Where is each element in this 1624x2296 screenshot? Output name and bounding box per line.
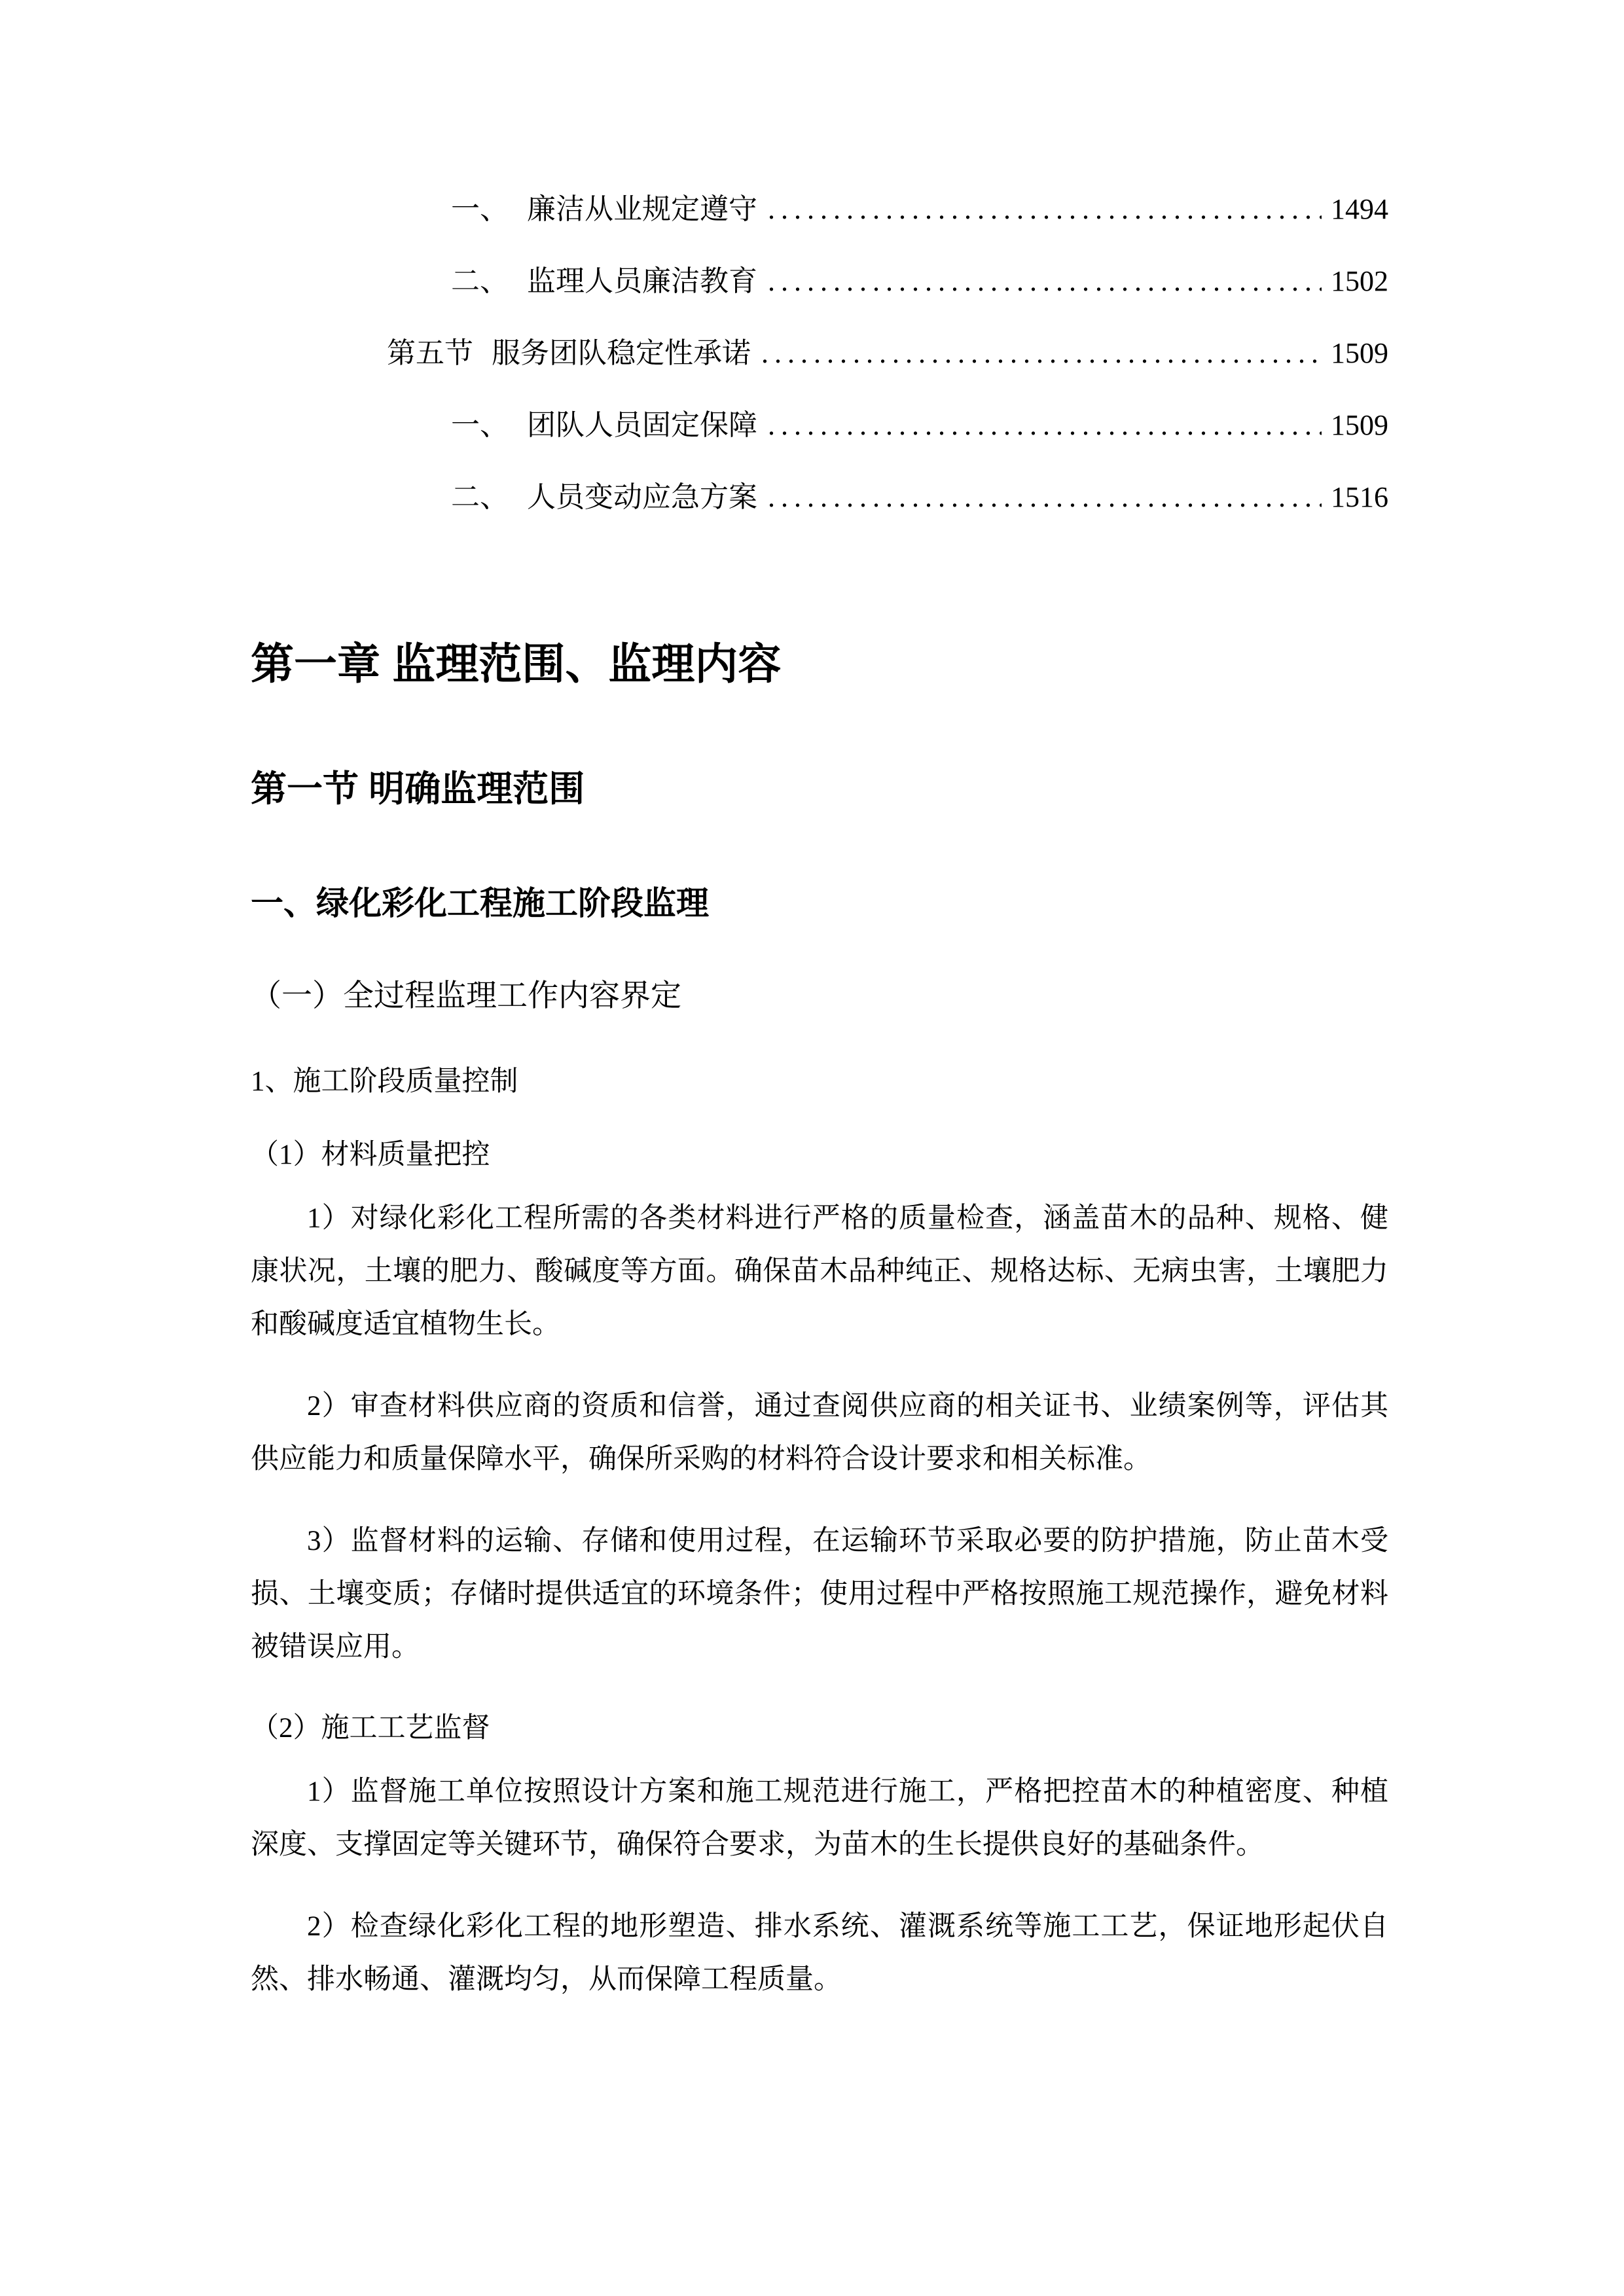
table-of-contents xyxy=(251,193,1388,514)
toc-leader-dots xyxy=(768,481,1322,514)
toc-entry[interactable] xyxy=(251,337,1388,370)
heading-level-6: （1）材料质量把控 xyxy=(251,1139,490,1171)
toc-entry-number: 一、 xyxy=(451,193,509,225)
paragraph-transport-storage: 3）监督材料的运输、存储和使用过程，在运输环节采取必要的防护措施，防止苗木受损、土壤变质；存储时提供适宜的环境条件；使用过程中严格按照施工规范操作，避免材料被错误应用。 xyxy=(251,1526,1388,1663)
toc-entry-title: 服务团队稳定性承诺 xyxy=(492,337,751,369)
toc-entry-title: 监理人员廉洁教育 xyxy=(527,265,757,297)
chapter-title: 第一章 监理范围、监理内容 xyxy=(251,639,782,688)
toc-entry-page-number: 1516 xyxy=(1331,481,1388,513)
subsection-title: 一、绿化彩化工程施工阶段监理 xyxy=(251,885,709,922)
heading-level-5: 1、施工阶段质量控制 xyxy=(251,1066,518,1098)
toc-entry-number: 二、 xyxy=(451,265,509,297)
toc-entry[interactable] xyxy=(251,481,1388,514)
toc-entry-page-number: 1509 xyxy=(1331,337,1388,369)
toc-entry-title: 人员变动应急方案 xyxy=(527,481,757,513)
toc-entry[interactable] xyxy=(251,265,1388,298)
toc-entry-number: 二、 xyxy=(451,481,509,513)
toc-entry-title: 廉洁从业规定遵守 xyxy=(527,193,757,225)
toc-entry[interactable] xyxy=(251,193,1388,226)
toc-leader-dots xyxy=(768,265,1322,298)
toc-entry-number: 第五节 xyxy=(387,337,473,369)
section-title: 第一节 明确监理范围 xyxy=(251,768,585,810)
paragraph-supplier-review: 2）审查材料供应商的资质和信誉，通过查阅供应商的相关证书、业绩案例等，评估其供应能力和质量保障水平，确保所采购的材料符合设计要求和相关标准。 xyxy=(251,1391,1388,1475)
toc-entry-page-number: 1509 xyxy=(1331,409,1388,441)
toc-entry-title: 团队人员固定保障 xyxy=(527,409,757,441)
heading-construction-craft: （2）施工工艺监督 xyxy=(251,1713,490,1744)
toc-leader-dots xyxy=(761,337,1322,370)
toc-entry-number: 一、 xyxy=(451,409,509,441)
paragraph-materials-inspection: 1）对绿化彩化工程所需的各类材料进行严格的质量检查，涵盖苗木的品种、规格、健康状况，土壤的肥力、酸碱度等方面。确保苗木品种纯正、规格达标、无病虫害，土壤肥力和酸碱度适宜植物生长。 xyxy=(251,1203,1388,1340)
toc-entry[interactable] xyxy=(251,409,1388,442)
toc-leader-dots xyxy=(768,409,1322,442)
toc-entry-page-number: 1502 xyxy=(1331,265,1388,297)
paragraph-construction-supervision: 1）监督施工单位按照设计方案和施工规范进行施工，严格把控苗木的种植密度、种植深度、支撑固定等关键环节，确保符合要求，为苗木的生长提供良好的基础条件。 xyxy=(251,1776,1388,1860)
toc-leader-dots xyxy=(768,193,1322,226)
paragraph-terrain-drainage: 2）检查绿化彩化工程的地形塑造、排水系统、灌溉系统等施工工艺，保证地形起伏自然、排水畅通、灌溉均匀，从而保障工程质量。 xyxy=(251,1910,1388,1995)
toc-entry-page-number: 1494 xyxy=(1331,193,1388,225)
heading-level-4: （一）全过程监理工作内容界定 xyxy=(251,979,681,1014)
